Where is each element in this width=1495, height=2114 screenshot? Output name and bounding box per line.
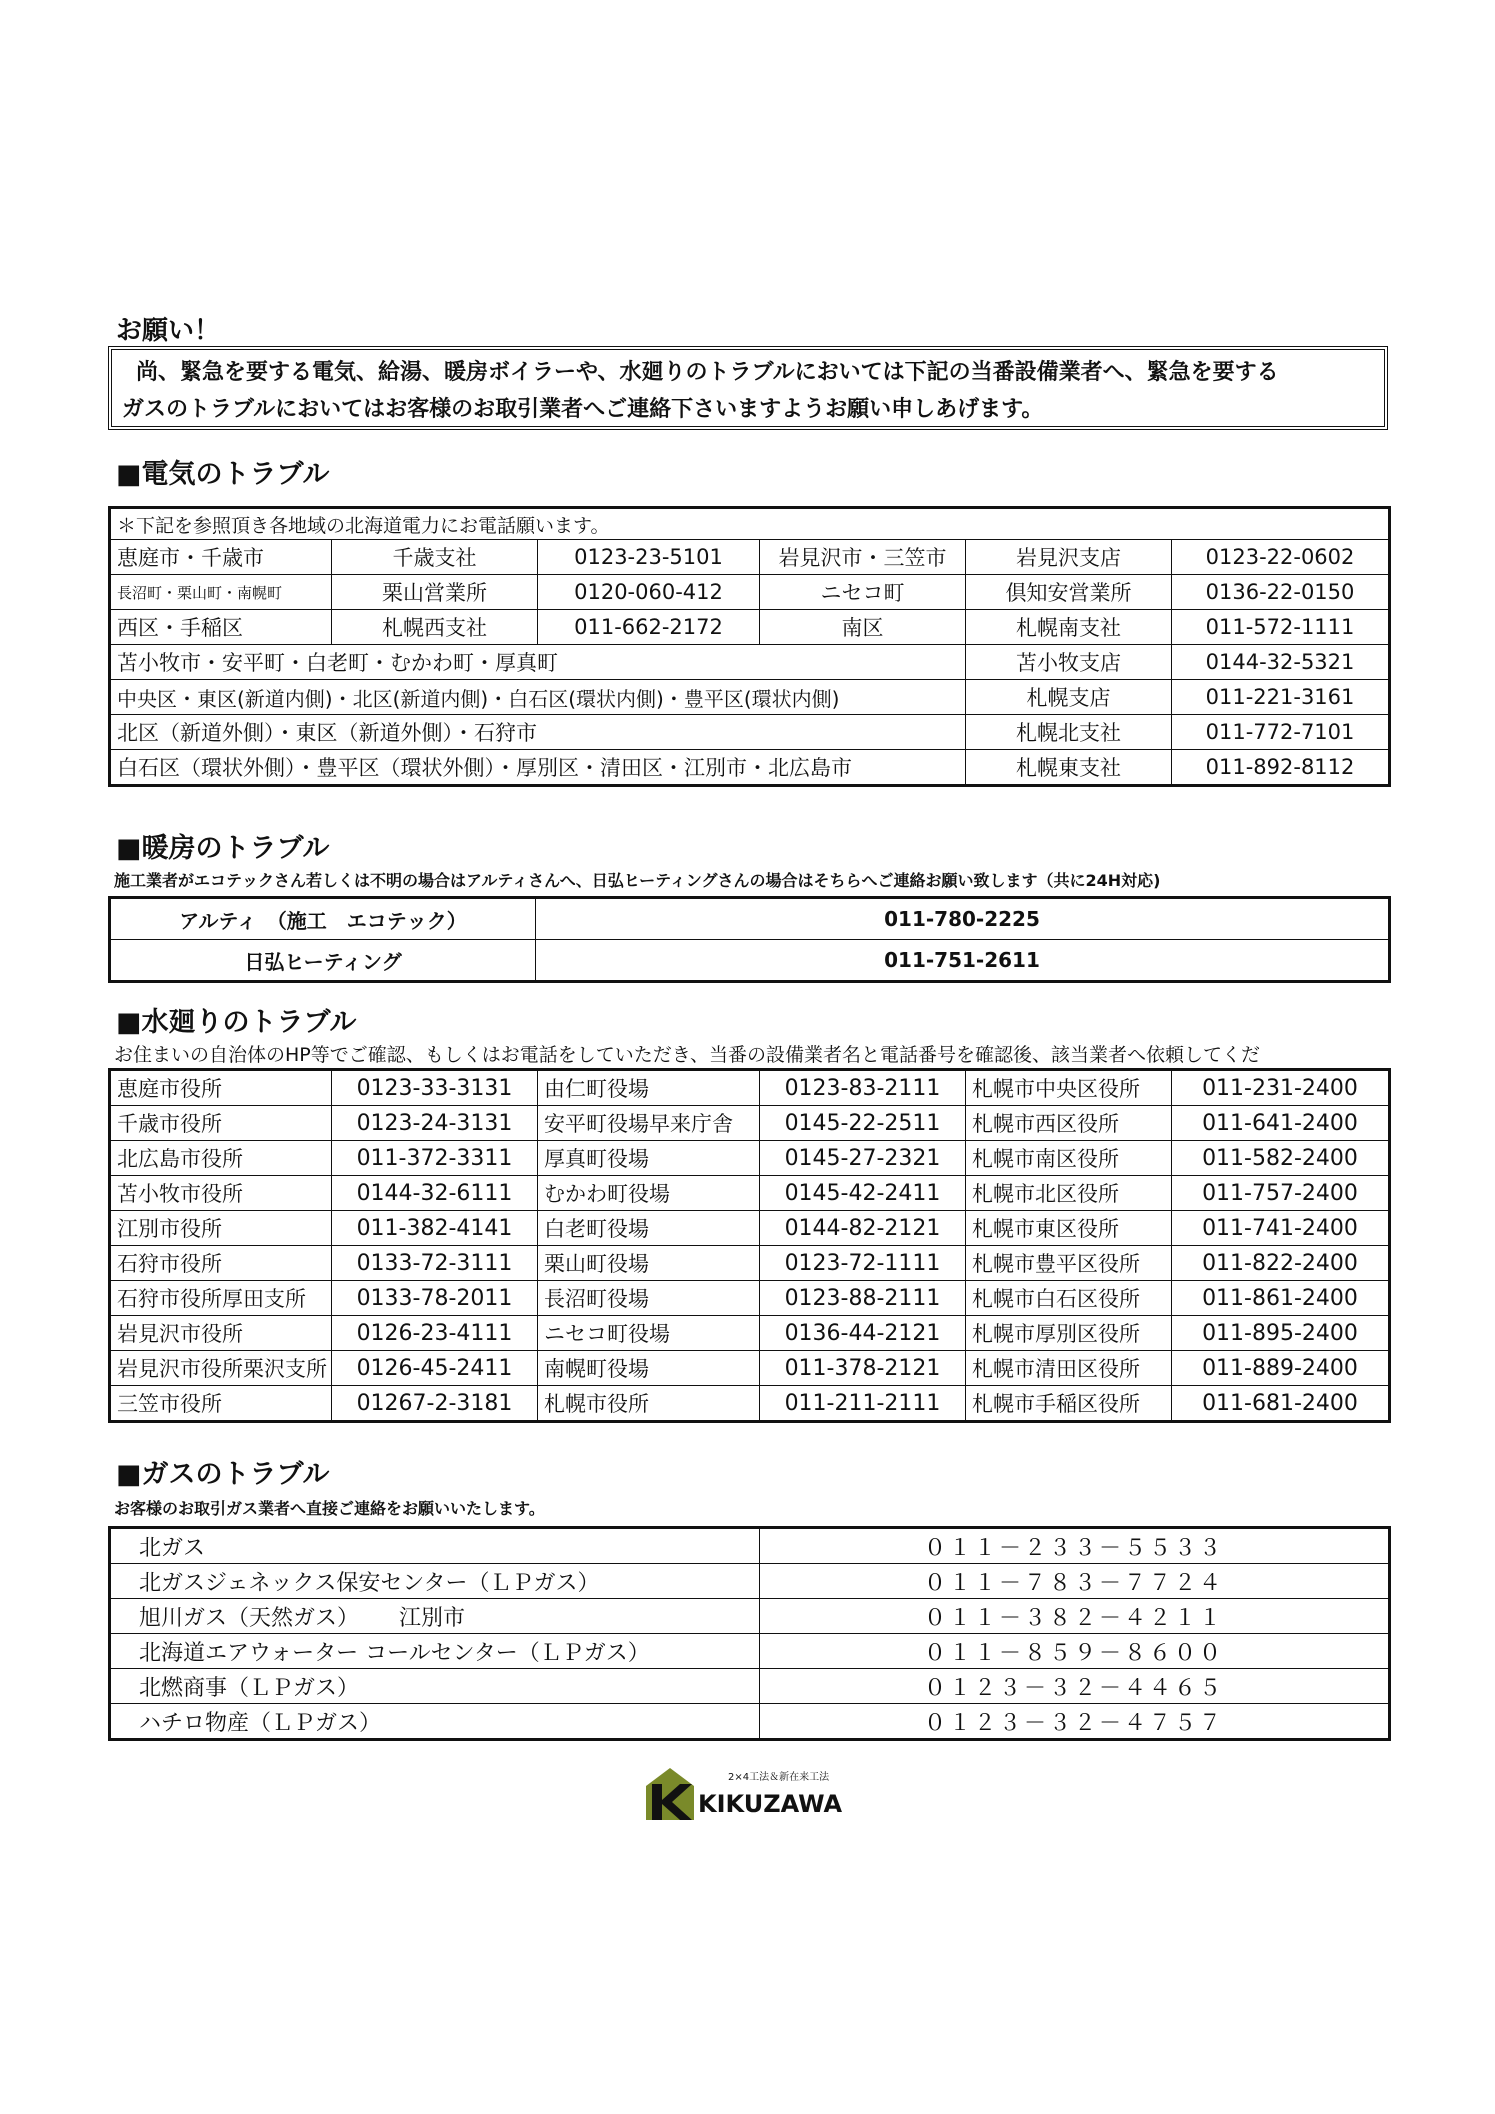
table-row <box>110 1070 1390 1106</box>
office-cell: 札幌東支社 <box>966 750 1172 786</box>
table-row <box>110 645 1390 680</box>
office-cell: 札幌市中央区役所 <box>966 1070 1172 1106</box>
office-cell: 岩見沢市役所栗沢支所 <box>110 1351 332 1386</box>
area-cell: 西区・手稲区 <box>110 610 332 645</box>
logo-tagline: 2×4工法＆新在来工法 <box>728 1772 830 1783</box>
phone-cell: 0126-23-4111 <box>332 1316 538 1351</box>
logo-name: KIKUZAWA <box>698 1790 843 1818</box>
office-cell: 千歳市役所 <box>110 1106 332 1141</box>
table-row <box>110 575 1390 610</box>
phone-cell: 0145-27-2321 <box>760 1141 966 1176</box>
phone-cell: 0123-88-2111 <box>760 1281 966 1316</box>
notice-line-1: 尚、緊急を要する電気、給湯、暖房ボイラーや、水廻りのトラブルにおいては下記の当番設備業者へ、緊急を要する <box>136 360 1279 385</box>
office-cell: 札幌支店 <box>966 680 1172 715</box>
electric-section-title: ■電気のトラブル <box>116 459 330 490</box>
phone-cell: 011-780-2225 <box>536 898 1390 940</box>
office-cell: 札幌市東区役所 <box>966 1211 1172 1246</box>
table-row <box>110 610 1390 645</box>
table-row <box>110 940 1390 982</box>
phone-cell: 011-662-2172 <box>538 610 760 645</box>
phone-cell: 0123-24-3131 <box>332 1106 538 1141</box>
gas-note: お客様のお取引ガス業者へ直接ご連絡をお願いいたします。 <box>114 1499 545 1518</box>
area-cell: 北区（新道外側）・東区（新道外側）・石狩市 <box>110 715 966 750</box>
house-k-icon <box>644 1766 696 1822</box>
company-cell: ハチロ物産（ＬＰガス） <box>110 1704 760 1740</box>
office-cell: 札幌市清田区役所 <box>966 1351 1172 1386</box>
area-cell: 長沼町・栗山町・南幌町 <box>110 575 332 610</box>
table-row <box>110 715 1390 750</box>
phone-cell: 01267-2-3181 <box>332 1386 538 1422</box>
company-cell: 北ガス <box>110 1528 760 1564</box>
phone-cell: 0123-83-2111 <box>760 1070 966 1106</box>
table-row <box>110 1634 1390 1669</box>
water-section-title: ■水廻りのトラブル <box>116 1007 357 1038</box>
company-cell: 北ガスジェネックス保安センター（ＬＰガス） <box>110 1564 760 1599</box>
company-cell: 旭川ガス（天然ガス） 江別市 <box>110 1599 760 1634</box>
table-row <box>110 898 1390 940</box>
office-cell: むかわ町役場 <box>538 1176 760 1211</box>
table-row <box>110 1528 1390 1564</box>
table-row <box>110 1599 1390 1634</box>
table-row <box>110 1281 1390 1316</box>
table-row <box>110 1704 1390 1740</box>
office-cell: 岩見沢支店 <box>966 540 1172 575</box>
table-row <box>110 540 1390 575</box>
table-row <box>110 1141 1390 1176</box>
kikuzawa-logo <box>644 1766 864 1822</box>
phone-cell: 0123-22-0602 <box>1172 540 1390 575</box>
table-row <box>110 1211 1390 1246</box>
area-cell: 中央区・東区(新道内側)・北区(新道内側)・白石区(環状内側)・豊平区(環状内側) <box>110 680 966 715</box>
phone-cell: 011-382-4141 <box>332 1211 538 1246</box>
heating-section-title: ■暖房のトラブル <box>116 833 330 864</box>
gas-table <box>108 1526 1391 1741</box>
phone-cell: ０１１－８５９－８６００ <box>760 1634 1390 1669</box>
phone-cell: 011-572-1111 <box>1172 610 1390 645</box>
office-cell: 栗山町役場 <box>538 1246 760 1281</box>
phone-cell: 011-861-2400 <box>1172 1281 1390 1316</box>
phone-cell: 0133-78-2011 <box>332 1281 538 1316</box>
phone-cell: 0144-32-6111 <box>332 1176 538 1211</box>
table-row <box>110 1386 1390 1422</box>
phone-cell: 0123-23-5101 <box>538 540 760 575</box>
heating-table <box>108 896 1391 983</box>
phone-cell: 011-681-2400 <box>1172 1386 1390 1422</box>
table-row <box>110 1669 1390 1704</box>
office-cell: 苫小牧市役所 <box>110 1176 332 1211</box>
phone-cell: 0120-060-412 <box>538 575 760 610</box>
phone-cell: ０１１－３８２－４２１１ <box>760 1599 1390 1634</box>
electric-table <box>108 506 1391 787</box>
office-cell: 札幌北支社 <box>966 715 1172 750</box>
phone-cell: ０１１－７８３－７７２４ <box>760 1564 1390 1599</box>
contractor-cell: アルティ （施工 エコテック） <box>110 898 536 940</box>
phone-cell: ０１２３－３２－４４６５ <box>760 1669 1390 1704</box>
phone-cell: 011-231-2400 <box>1172 1070 1390 1106</box>
phone-cell: 0136-44-2121 <box>760 1316 966 1351</box>
office-cell: 札幌市白石区役所 <box>966 1281 1172 1316</box>
area-cell: 岩見沢市・三笠市 <box>760 540 966 575</box>
notice-line-2: ガスのトラブルにおいてはお客様のお取引業者へご連絡下さいますようお願い申しあげます。 <box>122 397 1044 422</box>
phone-cell: 0123-33-3131 <box>332 1070 538 1106</box>
area-cell: 南区 <box>760 610 966 645</box>
office-cell: 長沼町役場 <box>538 1281 760 1316</box>
phone-cell: ０１２３－３２－４７５７ <box>760 1704 1390 1740</box>
notice-title: お願い！ <box>116 316 221 346</box>
office-cell: ニセコ町役場 <box>538 1316 760 1351</box>
phone-cell: 011-211-2111 <box>760 1386 966 1422</box>
office-cell: 札幌西支社 <box>332 610 538 645</box>
phone-cell: 011-822-2400 <box>1172 1246 1390 1281</box>
office-cell: 札幌市北区役所 <box>966 1176 1172 1211</box>
office-cell: 由仁町役場 <box>538 1070 760 1106</box>
office-cell: 石狩市役所厚田支所 <box>110 1281 332 1316</box>
company-cell: 北燃商事（ＬＰガス） <box>110 1669 760 1704</box>
phone-cell: 011-378-2121 <box>760 1351 966 1386</box>
office-cell: 札幌市手稲区役所 <box>966 1386 1172 1422</box>
electric-note: ＊下記を参照頂き各地域の北海道電力にお電話願います。 <box>110 508 1390 540</box>
phone-cell: 011-892-8112 <box>1172 750 1390 786</box>
phone-cell: 011-372-3311 <box>332 1141 538 1176</box>
office-cell: 札幌市南区役所 <box>966 1141 1172 1176</box>
office-cell: 札幌市厚別区役所 <box>966 1316 1172 1351</box>
area-cell: 苫小牧市・安平町・白老町・むかわ町・厚真町 <box>110 645 966 680</box>
table-row <box>110 680 1390 715</box>
office-cell: 北広島市役所 <box>110 1141 332 1176</box>
phone-cell: 0136-22-0150 <box>1172 575 1390 610</box>
phone-cell: 011-772-7101 <box>1172 715 1390 750</box>
office-cell: 札幌市豊平区役所 <box>966 1246 1172 1281</box>
table-row <box>110 750 1390 786</box>
office-cell: 札幌南支社 <box>966 610 1172 645</box>
table-row <box>110 1316 1390 1351</box>
phone-cell: ０１１－２３３－５５３３ <box>760 1528 1390 1564</box>
office-cell: 安平町役場早来庁舎 <box>538 1106 760 1141</box>
area-cell: 恵庭市・千歳市 <box>110 540 332 575</box>
phone-cell: 0145-22-2511 <box>760 1106 966 1141</box>
water-table <box>108 1068 1391 1423</box>
heating-note: 施工業者がエコテックさん若しくは不明の場合はアルティさんへ、日弘ヒーティングさんの場合はそちらへご連絡お願い致します（共に24H対応) <box>114 871 1161 890</box>
office-cell: 南幌町役場 <box>538 1351 760 1386</box>
phone-cell: 011-757-2400 <box>1172 1176 1390 1211</box>
phone-cell: 011-895-2400 <box>1172 1316 1390 1351</box>
phone-cell: 0126-45-2411 <box>332 1351 538 1386</box>
office-cell: 白老町役場 <box>538 1211 760 1246</box>
phone-cell: 0144-32-5321 <box>1172 645 1390 680</box>
office-cell: 石狩市役所 <box>110 1246 332 1281</box>
office-cell: 恵庭市役所 <box>110 1070 332 1106</box>
phone-cell: 011-889-2400 <box>1172 1351 1390 1386</box>
office-cell: 千歳支社 <box>332 540 538 575</box>
table-row <box>110 1246 1390 1281</box>
office-cell: 岩見沢市役所 <box>110 1316 332 1351</box>
office-cell: 三笠市役所 <box>110 1386 332 1422</box>
phone-cell: 011-741-2400 <box>1172 1211 1390 1246</box>
office-cell: 札幌市役所 <box>538 1386 760 1422</box>
office-cell: 栗山営業所 <box>332 575 538 610</box>
phone-cell: 0133-72-3111 <box>332 1246 538 1281</box>
table-row <box>110 1176 1390 1211</box>
phone-cell: 011-221-3161 <box>1172 680 1390 715</box>
notice-box <box>108 346 1388 430</box>
phone-cell: 011-641-2400 <box>1172 1106 1390 1141</box>
office-cell: 苫小牧支店 <box>966 645 1172 680</box>
phone-cell: 011-751-2611 <box>536 940 1390 982</box>
office-cell: 倶知安営業所 <box>966 575 1172 610</box>
table-row <box>110 1351 1390 1386</box>
phone-cell: 0144-82-2121 <box>760 1211 966 1246</box>
phone-cell: 0145-42-2411 <box>760 1176 966 1211</box>
office-cell: 厚真町役場 <box>538 1141 760 1176</box>
office-cell: 江別市役所 <box>110 1211 332 1246</box>
electric-note-row <box>110 508 1390 540</box>
gas-section-title: ■ガスのトラブル <box>116 1459 330 1490</box>
area-cell: 白石区（環状外側）・豊平区（環状外側）・厚別区・清田区・江別市・北広島市 <box>110 750 966 786</box>
office-cell: 札幌市西区役所 <box>966 1106 1172 1141</box>
company-cell: 北海道エアウォーター コールセンター（ＬＰガス） <box>110 1634 760 1669</box>
contractor-cell: 日弘ヒーティング <box>110 940 536 982</box>
table-row <box>110 1106 1390 1141</box>
area-cell: ニセコ町 <box>760 575 966 610</box>
phone-cell: 011-582-2400 <box>1172 1141 1390 1176</box>
phone-cell: 0123-72-1111 <box>760 1246 966 1281</box>
water-note: お住まいの自治体のHP等でご確認、もしくはお電話をしていただき、当番の設備業者名と電話番号を確認後、該当業者へ依頼してくだ <box>114 1044 1260 1066</box>
table-row <box>110 1564 1390 1599</box>
